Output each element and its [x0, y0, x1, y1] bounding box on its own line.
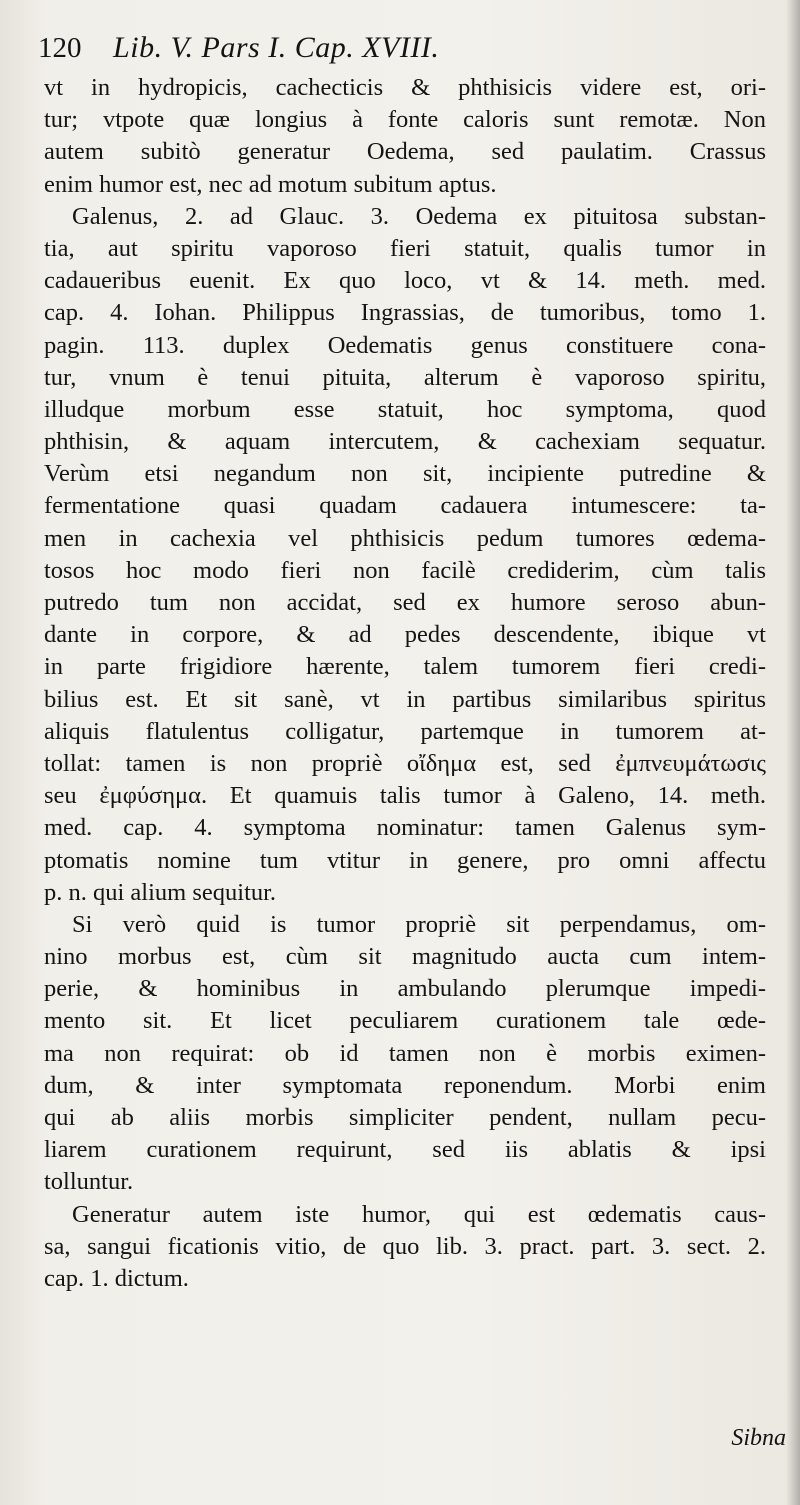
text-line: men in cachexia vel phthisicis pedum tumores œdema-: [44, 524, 766, 552]
text-line: perie, & hominibus in ambulando plerumque impedi-: [44, 975, 766, 1003]
text-line: ma non requirat: ob id tamen non è morbis eximen-: [44, 1039, 766, 1067]
text-line: tur; vtpote quæ longius à fonte caloris sunt remotæ. Non: [44, 106, 766, 134]
text-line: dante in corpore, & ad pedes descendente, ibique vt: [44, 621, 766, 649]
text-line: p. n. qui alium sequitur.: [44, 878, 277, 906]
text-line: Galenus, 2. ad Glauc. 3. Oedema ex pituitosa substan-: [72, 202, 766, 230]
text-line: cap. 4. Iohan. Philippus Ingrassias, de tumoribus, tomo 1.: [44, 299, 766, 327]
text-line: ptomatis nomine tum vtitur in genere, pro omni affectu: [44, 846, 766, 874]
text-line: tollat: tamen is non propriè οἴδημα est, sed ἐμπνευμάτωσις: [44, 749, 766, 777]
text-line: illudque morbum esse statuit, hoc symptoma, quod: [44, 395, 766, 423]
text-line: tosos hoc modo fieri non facilè crediderim, cùm talis: [44, 556, 766, 584]
running-head: Lib. V. Pars I. Cap. XVIII.: [113, 31, 440, 64]
page-header: [38, 28, 768, 68]
text-line: vt in hydropicis, cachecticis & phthisicis videre est, ori-: [44, 74, 766, 101]
text-line: cadaueribus euenit. Ex quo loco, vt & 14. meth. med.: [44, 267, 766, 295]
text-line: autem subitò generatur Oedema, sed paulatim. Crassus: [44, 138, 766, 166]
text-line: sa, sangui ficationis vitio, de quo lib. 3. pract. part. 3. sect. 2.: [44, 1232, 766, 1260]
text-line: tia, aut spiritu vaporoso fieri statuit, qualis tumor in: [44, 234, 766, 262]
text-line: nino morbus est, cùm sit magnitudo aucta cum intem-: [44, 943, 766, 971]
text-line: phthisin, & aquam intercutem, & cachexiam sequatur.: [44, 428, 766, 456]
text-line: seu ἐμφύσημα. Et quamuis talis tumor à Galeno, 14. meth.: [44, 782, 766, 810]
text-line: cap. 1. dictum.: [44, 1264, 189, 1292]
text-line: Generatur autem iste humor, qui est œdematis caus-: [72, 1200, 766, 1228]
text-line: pagin. 113. duplex Oedematis genus constituere cona-: [44, 331, 766, 359]
text-line: tur, vnum è tenui pituita, alterum è vaporoso spiritu,: [44, 363, 766, 391]
text-line: dum, & inter symptomata reponendum. Morbi enim: [44, 1071, 766, 1099]
catchword: Sibna: [731, 1425, 786, 1451]
text-line: in parte frigidiore hærente, talem tumorem fieri credi-: [44, 653, 766, 681]
page-number: 120: [38, 32, 82, 64]
text-line: aliquis flatulentus colligatur, partemque in tumorem at-: [44, 717, 766, 745]
text-line: mento sit. Et licet peculiarem curationem tale œde-: [44, 1007, 766, 1035]
text-line: med. cap. 4. symptoma nominatur: tamen Galenus sym-: [44, 814, 766, 842]
text-line: qui ab aliis morbis simpliciter pendent, nullam pecu-: [44, 1104, 766, 1131]
text-line: putredo tum non accidat, sed ex humore seroso abun-: [44, 589, 766, 616]
text-line: bilius est. Et sit sanè, vt in partibus similaribus spiritus: [44, 685, 766, 713]
text-line: Verùm etsi negandum non sit, incipiente putredine &: [44, 460, 766, 488]
body-text: [44, 72, 766, 1295]
text-line: liarem curationem requirunt, sed iis ablatis & ipsi: [44, 1136, 766, 1164]
text-line: Si verò quid is tumor propriè sit perpendamus, om-: [72, 910, 766, 938]
text-line: enim humor est, nec ad motum subitum aptus.: [44, 170, 497, 198]
text-line: fermentatione quasi quadam cadauera intumescere: ta-: [44, 492, 766, 520]
text-line: tolluntur.: [44, 1168, 134, 1196]
